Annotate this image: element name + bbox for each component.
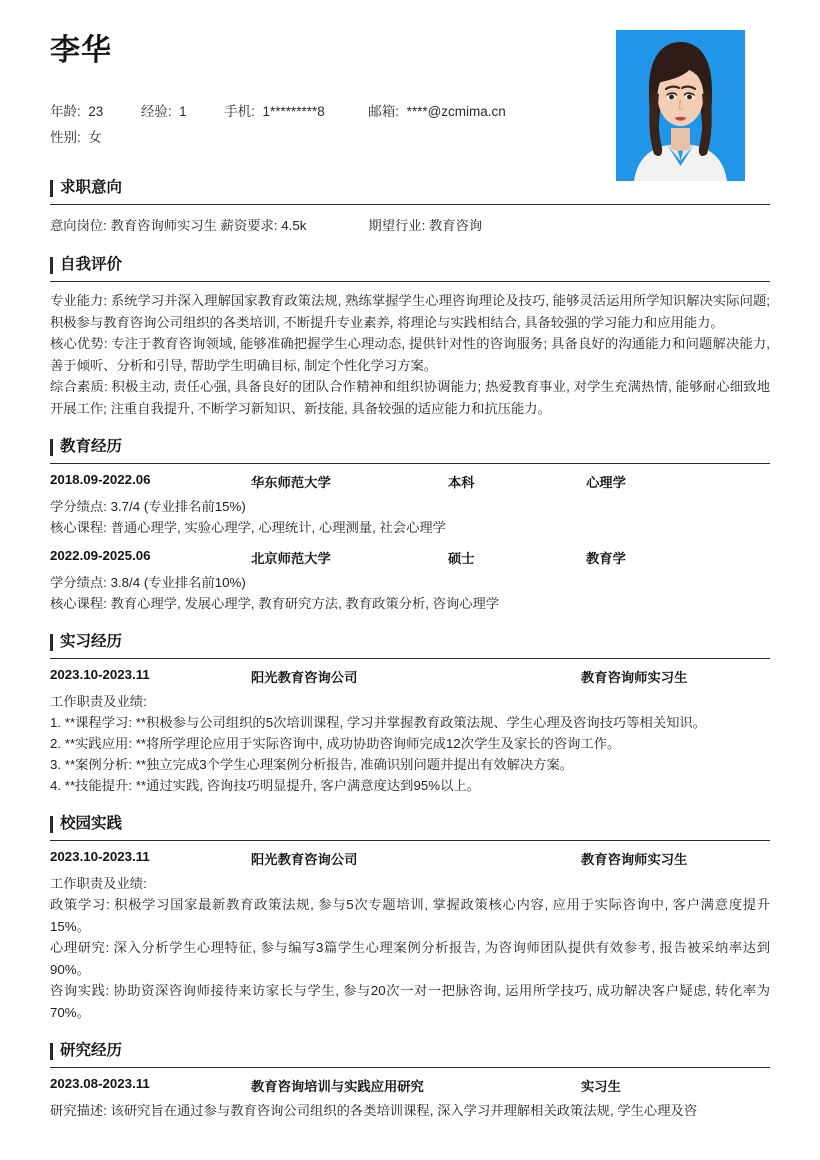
education-gpa: 学分绩点: 3.7/4 (专业排名前15%) (50, 499, 246, 514)
education-major: 教育学 (586, 551, 626, 566)
internship-company: 阳光教育咨询公司 (251, 670, 358, 685)
contact-age (50, 99, 103, 125)
section-header (50, 1041, 770, 1068)
section-title: 自我评价 (60, 256, 123, 273)
campus-entry (50, 849, 770, 1023)
contact-experience (141, 99, 187, 125)
education-entry-header (50, 548, 770, 570)
education-entry (50, 548, 770, 614)
section-education (50, 437, 770, 614)
education-date: 2018.09-2022.06 (50, 472, 151, 487)
resume-header (50, 0, 770, 160)
contact-age-label: 年龄: (50, 104, 81, 119)
section-header (50, 178, 770, 205)
intention-salary-label: 薪资要求: (220, 218, 278, 233)
education-entry-header (50, 472, 770, 494)
education-date: 2022.09-2025.06 (50, 548, 151, 563)
education-entry-body (50, 496, 770, 538)
section-header (50, 814, 770, 841)
campus-date: 2023.10-2023.11 (50, 849, 150, 864)
intention-industry-value: 教育咨询 (429, 218, 483, 233)
section-internship (50, 632, 770, 796)
section-title: 研究经历 (60, 1042, 123, 1059)
education-courses: 核心课程: 教育心理学, 发展心理学, 教育研究方法, 教育政策分析, 咨询心理学 (50, 596, 500, 611)
contact-gender-label: 性别: (50, 130, 81, 145)
education-entry-body (50, 572, 770, 614)
section-header (50, 632, 770, 659)
education-courses: 核心课程: 普通心理学, 实验心理学, 心理统计, 心理测量, 社会心理学 (50, 520, 446, 535)
internship-entry-body (50, 691, 770, 796)
contact-email (368, 99, 506, 125)
research-entry-header (50, 1076, 770, 1098)
education-gpa: 学分绩点: 3.8/4 (专业排名前10%) (50, 575, 246, 590)
contact-email-value: ****@zcmima.cn (406, 104, 506, 119)
campus-company: 阳光教育咨询公司 (251, 852, 358, 867)
contact-phone-label: 手机: (224, 104, 255, 119)
contact-phone (224, 99, 325, 125)
campus-item: 心理研究: 深入分析学生心理特征, 参与编写3篇学生心理案例分析报告, 为咨询师团队提供有效参考, 报告被采纳率达到90%。 (50, 940, 770, 977)
research-topic: 教育咨询培训与实践应用研究 (251, 1079, 424, 1094)
campus-entry-header (50, 849, 770, 871)
research-entry (50, 1076, 770, 1121)
section-research (50, 1041, 770, 1121)
section-title: 教育经历 (60, 438, 123, 455)
campus-item: 咨询实践: 协助资深咨询师接待来访家长与学生, 参与20次一对一把脉咨询, 运用所学技巧, 成功解决客户疑虑, 转化率为70%。 (50, 983, 770, 1020)
internship-item: 4. **技能提升: **通过实践, 咨询技巧明显提升, 客户满意度达到95%以上。 (50, 778, 480, 793)
contact-age-value: 23 (88, 104, 104, 119)
research-date: 2023.08-2023.11 (50, 1076, 150, 1091)
page-title: 李华 (50, 34, 112, 67)
section-title: 实习经历 (60, 633, 123, 650)
education-school: 北京师范大学 (251, 551, 331, 566)
self-eval-paragraph: 核心优势: 专注于教育咨询领域, 能够准确把握学生心理动态, 提供针对性的咨询服务; 具备良好的沟通能力和问题解决能力, 善于倾听、分析和引导, 帮助学生明确目标, 制定个性化学习方案。 (50, 336, 770, 373)
intention-salary-value: 4.5k (281, 218, 307, 233)
internship-duty-label: 工作职责及业绩: (50, 694, 147, 709)
internship-role: 教育咨询师实习生 (581, 670, 688, 685)
section-header (50, 437, 770, 464)
intention-position-value: 教育咨询师实习生 (110, 218, 217, 233)
research-role: 实习生 (581, 1079, 621, 1094)
avatar (616, 30, 745, 181)
contact-email-label: 邮箱: (368, 104, 400, 119)
contact-experience-value: 1 (179, 104, 187, 119)
campus-duty-label: 工作职责及业绩: (50, 876, 147, 891)
intention-industry-label: 期望行业: (368, 218, 426, 233)
education-school: 华东师范大学 (251, 475, 331, 490)
campus-item: 政策学习: 积极学习国家最新教育政策法规, 参与5次专题培训, 掌握政策核心内容, 应用于实际咨询中, 客户满意度提升15%。 (50, 897, 770, 934)
contact-gender-value: 女 (88, 130, 102, 145)
internship-entry-header (50, 667, 770, 689)
contact-experience-label: 经验: (140, 104, 172, 119)
research-entry-body (50, 1100, 770, 1121)
education-degree: 硕士 (448, 551, 475, 566)
internship-item: 1. **课程学习: **积极参与公司组织的5次培训课程, 学习并掌握教育政策法规、学生心理及咨询技巧等相关知识。 (50, 715, 707, 730)
section-title: 求职意向 (60, 179, 123, 196)
job-intention-row (50, 213, 770, 237)
section-self-evaluation (50, 255, 770, 419)
education-degree: 本科 (448, 475, 475, 490)
portrait-photo-icon (616, 30, 745, 181)
internship-date: 2023.10-2023.11 (50, 667, 150, 682)
research-description: 研究描述: 该研究旨在通过参与教育咨询公司组织的各类培训课程, 深入学习并理解相关政策法规, 学生心理及咨 (50, 1103, 698, 1118)
section-campus-practice (50, 814, 770, 1023)
section-job-intention (50, 178, 770, 237)
internship-item: 2. **实践应用: **将所学理论应用于实际咨询中, 成功协助咨询师完成12次学生及家长的咨询工作。 (50, 736, 621, 751)
contact-gender (50, 125, 102, 151)
education-major: 心理学 (586, 475, 626, 490)
campus-role: 教育咨询师实习生 (581, 852, 688, 867)
education-entry (50, 472, 770, 538)
contact-phone-value: 1*********8 (262, 104, 325, 119)
self-eval-paragraph: 综合素质: 积极主动, 责任心强, 具备良好的团队合作精神和组织协调能力; 热爱教育事业, 对学生充满热情, 能够耐心细致地开展工作; 注重自我提升, 不断学习新知识、新技能, 具备较强的适应能力和抗压能力。 (50, 379, 770, 416)
internship-entry (50, 667, 770, 796)
section-title: 校园实践 (60, 815, 123, 832)
intention-position-label: 意向岗位: (50, 218, 107, 233)
campus-entry-body (50, 873, 770, 1023)
section-header (50, 255, 770, 282)
self-eval-paragraph: 专业能力: 系统学习并深入理解国家教育政策法规, 熟练掌握学生心理咨询理论及技巧, 能够灵活运用所学知识解决实际问题; 积极参与教育咨询公司组织的各类培训, 不断提升专业素养, 将理论与实践相结合, 具备较强的学习能力和应用能力。 (50, 293, 770, 330)
internship-item: 3. **案例分析: **独立完成3个学生心理案例分析报告, 准确识别问题并提出有效解决方案。 (50, 757, 574, 772)
